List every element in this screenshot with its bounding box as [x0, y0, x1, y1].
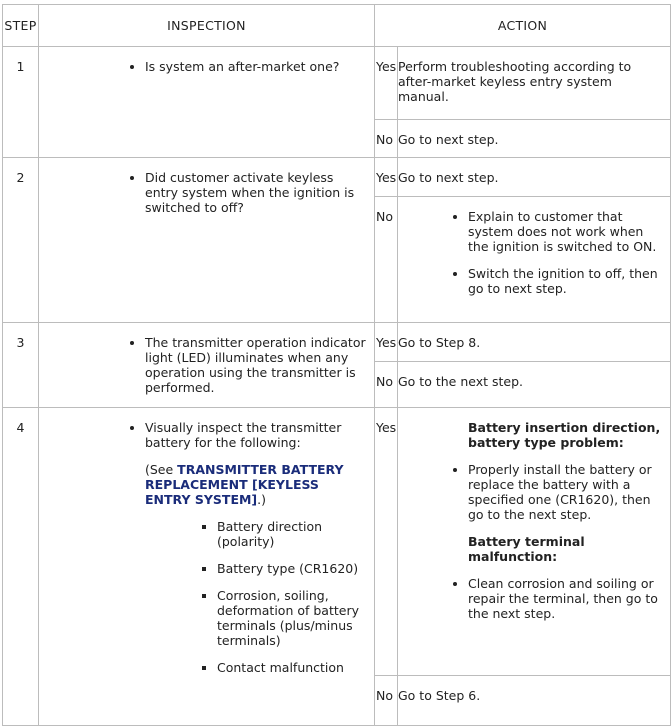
troubleshooting-table	[2, 4, 671, 726]
yes-action	[398, 408, 671, 676]
yes-action: Perform troubleshooting according to after-market keyless entry system manual.	[398, 47, 671, 120]
action-item: • Switch the ignition to off, then go to next step.	[468, 266, 664, 296]
check-item: ▪ Battery direction (polarity)	[217, 519, 368, 549]
table-row	[3, 408, 671, 676]
inspection-cell	[39, 323, 375, 408]
table-row	[3, 158, 671, 197]
header-row	[3, 5, 671, 47]
yes-label: Yes	[375, 408, 398, 676]
header-inspection: INSPECTION	[39, 5, 375, 47]
check-item: ▪ Battery type (CR1620)	[217, 561, 368, 576]
header-step: STEP	[3, 5, 39, 47]
yes-label: Yes	[375, 158, 398, 197]
inspection-cell	[39, 47, 375, 158]
check-item: ▪ Contact malfunction	[217, 660, 368, 675]
inspection-item: • Is system an after-market one?	[145, 59, 368, 74]
yes-label: Yes	[375, 323, 398, 362]
no-action: Go to the next step.	[398, 362, 671, 408]
action-item: • Clean corrosion and soiling or repair the terminal, then go to the next step.	[468, 576, 664, 621]
battery-replacement-link[interactable]: TRANSMITTER BATTERY REPLACEMENT [KEYLESS ENTRY SYSTEM]	[145, 462, 344, 507]
inspection-cell	[39, 158, 375, 323]
no-label: No	[375, 120, 398, 158]
step-number: 3	[3, 323, 39, 408]
yes-label: Yes	[375, 47, 398, 120]
header-action: ACTION	[375, 5, 671, 47]
no-action: Go to next step.	[398, 120, 671, 158]
see-suffix: .)	[257, 492, 267, 507]
no-action	[398, 197, 671, 323]
see-prefix: (See	[145, 462, 178, 477]
action-item: • Properly install the battery or replace the battery with a specified one (CR1620), then go to the next step.	[468, 462, 664, 522]
inspection-item: • Visually inspect the transmitter battery for the following:	[145, 420, 368, 450]
table-row	[3, 47, 671, 120]
yes-action: Go to Step 8.	[398, 323, 671, 362]
table-row	[3, 323, 671, 362]
inspection-item: • The transmitter operation indicator light (LED) illuminates when any operation using the transmitter is performed.	[145, 335, 368, 395]
inspection-item: • Did customer activate keyless entry system when the ignition is switched to off?	[145, 170, 368, 215]
no-label: No	[375, 197, 398, 323]
action-heading: Battery insertion direction, battery type problem:	[468, 420, 661, 450]
no-action: Go to Step 6.	[398, 676, 671, 726]
action-item: • Explain to customer that system does not work when the ignition is switched to ON.	[468, 209, 664, 254]
step-number: 2	[3, 158, 39, 323]
action-heading: Battery terminal malfunction:	[468, 534, 585, 564]
step-number: 1	[3, 47, 39, 158]
inspection-cell	[39, 408, 375, 726]
yes-action: Go to next step.	[398, 158, 671, 197]
no-label: No	[375, 676, 398, 726]
no-label: No	[375, 362, 398, 408]
see-reference	[39, 462, 368, 507]
step-number: 4	[3, 408, 39, 726]
check-item: ▪ Corrosion, soiling, deformation of battery terminals (plus/minus terminals)	[217, 588, 368, 648]
